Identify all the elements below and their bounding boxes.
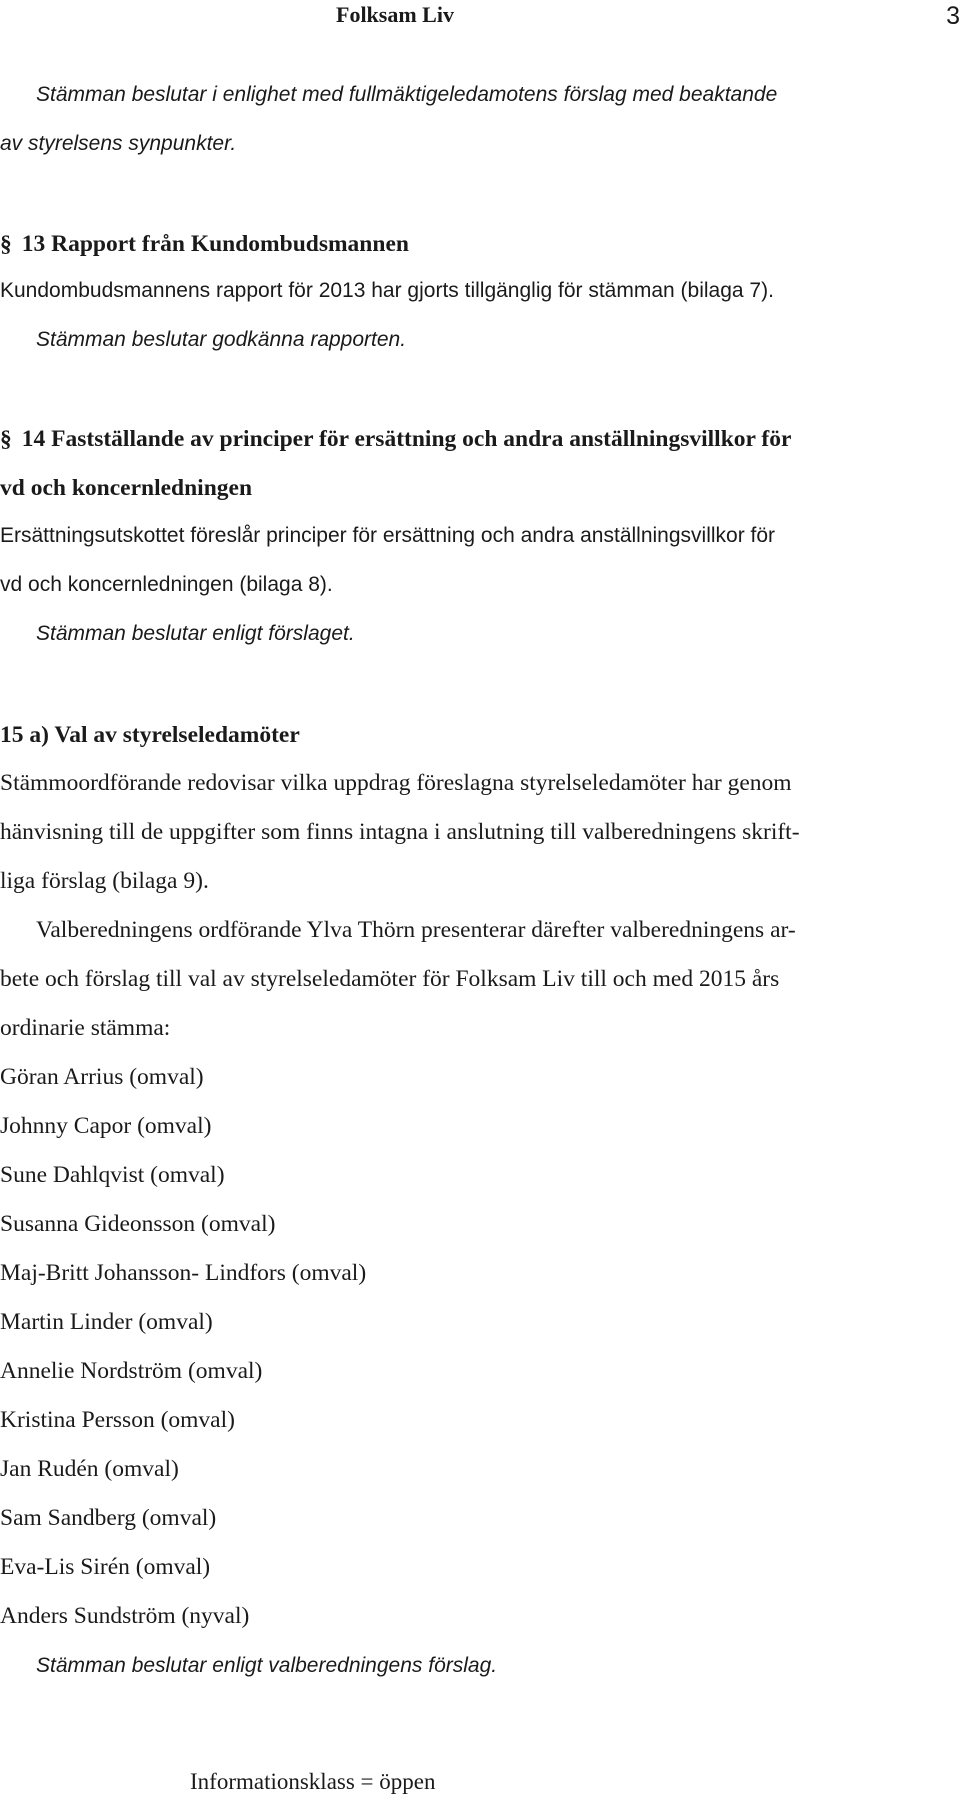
header-title: Folksam Liv xyxy=(336,2,454,27)
board-member: Sune Dahlqvist (omval) xyxy=(0,1162,225,1188)
board-member: Sam Sandberg (omval) xyxy=(0,1505,217,1531)
section-15-paragraph-1-line-1: Stämmoordförande redovisar vilka uppdrag föreslagna styrelseledamöter har genom xyxy=(0,770,792,796)
section-15-paragraph-2-line-1: Valberedningens ordförande Ylva Thörn presenterar därefter valberedningens ar- xyxy=(36,917,796,943)
board-member: Eva-Lis Sirén (omval) xyxy=(0,1554,211,1580)
section-13-heading xyxy=(0,231,409,258)
page-number: 3 xyxy=(946,2,960,30)
board-member: Johnny Capor (omval) xyxy=(0,1113,212,1139)
section-15-paragraph-2-line-2: bete och förslag till val av styrelseledamöter för Folksam Liv till och med 2015 års xyxy=(0,966,780,992)
section-13-body: Kundombudsmannens rapport för 2013 har gjorts tillgänglig för stämman (bilaga 7). xyxy=(0,279,774,302)
section-symbol: § xyxy=(0,426,12,452)
section-13-decision: Stämman beslutar godkänna rapporten. xyxy=(36,328,407,351)
section-15-paragraph-2-line-3: ordinarie stämma: xyxy=(0,1015,171,1041)
board-member: Martin Linder (omval) xyxy=(0,1309,213,1335)
section-14-heading-text: 14 Fastställande av principer för ersättning och andra anställningsvillkor för xyxy=(21,426,792,452)
section-symbol: § xyxy=(0,231,12,257)
board-member: Göran Arrius (omval) xyxy=(0,1064,204,1090)
board-member: Kristina Persson (omval) xyxy=(0,1407,235,1433)
section-15-paragraph-1-line-2: hänvisning till de uppgifter som finns intagna i anslutning till valberedningens skrift- xyxy=(0,819,800,845)
section-13-heading-text: 13 Rapport från Kundombudsmannen xyxy=(21,231,409,257)
section-15-decision: Stämman beslutar enligt valberedningens förslag. xyxy=(36,1654,498,1677)
intro-decision-line-1: Stämman beslutar i enlighet med fullmäktigeledamotens förslag med beaktande xyxy=(36,83,778,106)
board-member: Jan Rudén (omval) xyxy=(0,1456,179,1482)
section-14-heading-line-2: vd och koncernledningen xyxy=(0,475,253,501)
section-14-body-line-1: Ersättningsutskottet föreslår principer för ersättning och andra anställningsvillkor för xyxy=(0,524,776,547)
section-15-heading: 15 a) Val av styrelseledamöter xyxy=(0,722,300,748)
section-14-decision: Stämman beslutar enligt förslaget. xyxy=(36,622,355,645)
board-member: Anders Sundström (nyval) xyxy=(0,1603,250,1629)
board-member: Maj-Britt Johansson- Lindfors (omval) xyxy=(0,1260,367,1286)
section-15-paragraph-1-line-3: liga förslag (bilaga 9). xyxy=(0,868,209,894)
board-member: Susanna Gideonsson (omval) xyxy=(0,1211,276,1237)
section-14-body-line-2: vd och koncernledningen (bilaga 8). xyxy=(0,573,333,596)
footer-classification: Informationsklass = öppen xyxy=(190,1769,436,1794)
board-member: Annelie Nordström (omval) xyxy=(0,1358,263,1384)
intro-decision-line-2: av styrelsens synpunkter. xyxy=(0,132,237,155)
section-14-heading-line-1 xyxy=(0,426,791,453)
